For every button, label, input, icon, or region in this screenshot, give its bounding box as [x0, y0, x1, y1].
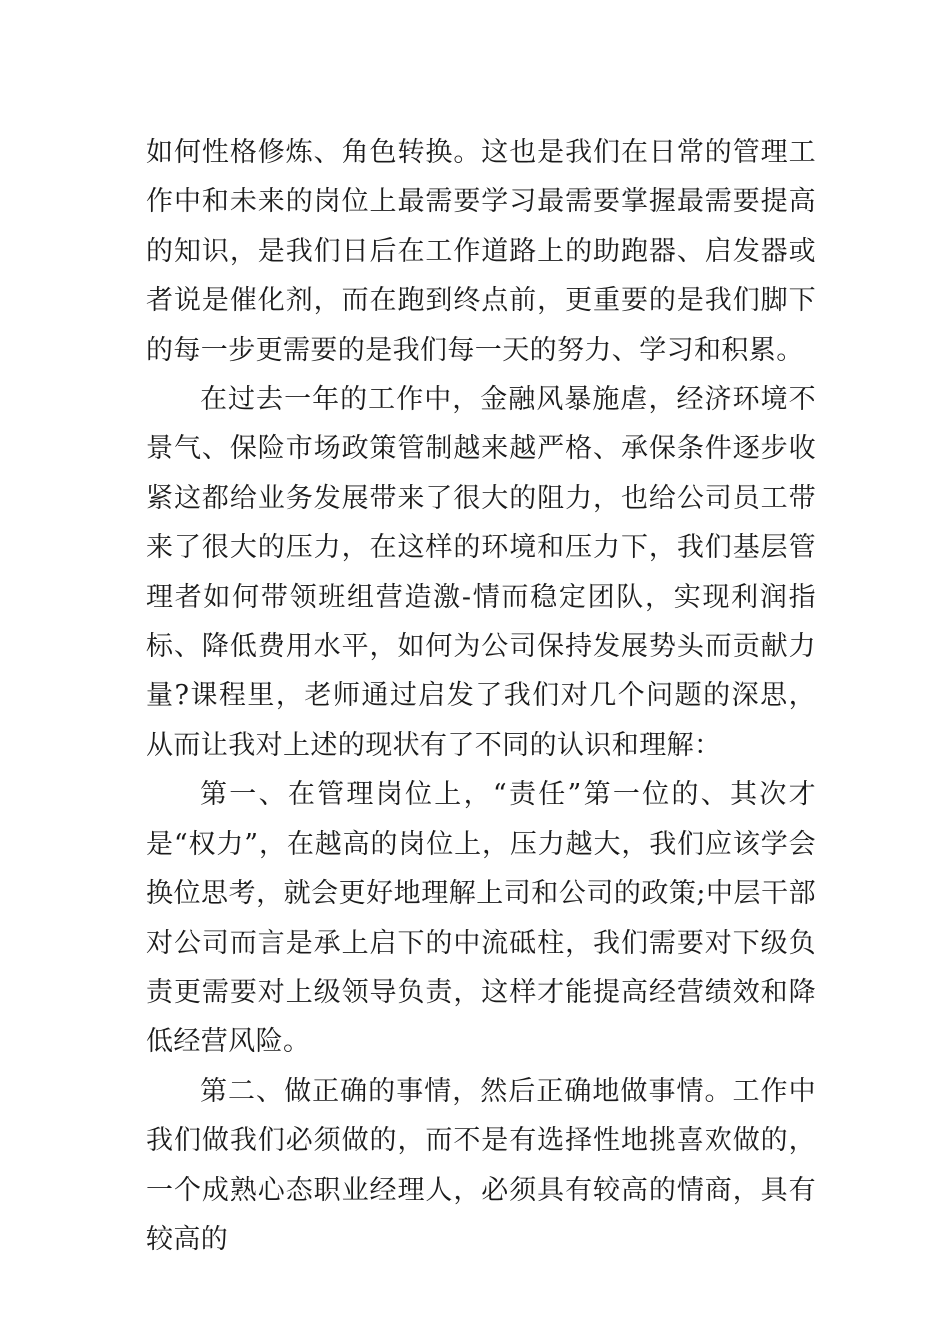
paragraph-1: 如何性格修炼、角色转换。这也是我们在日常的管理工作中和未来的岗位上最需要学习最需要掌握最需要提高的知识，是我们日后在工作道路上的助跑器、启发器或者说是催化剂，而在跑到终点前，更重要的是我们脚下的每一步更需要的是我们每一天的努力、学习和积累。 [146, 137, 816, 366]
body-text [146, 128, 816, 1264]
paragraph-2: 在过去一年的工作中，金融风暴施虐，经济环境不景气、保险市场政策管制越来越严格、承保条件逐步收紧这都给业务发展带来了很大的阻力，也给公司员工带来了很大的压力，在这样的环境和压力下，我们基层管理者如何带领班组营造激-情而稳定团队，实现利润指标、降低费用水平，如何为公司保持发展势头而贡献力量?课程里，老师通过启发了我们对几个问题的深思，从而让我对上述的现状有了不同的认识和理解： [146, 384, 816, 761]
paragraph-4: 第二、做正确的事情，然后正确地做事情。工作中我们做我们必须做的，而不是有选择性地挑喜欢做的，一个成熟心态职业经理人，必须具有较高的情商，具有较高的 [146, 1075, 816, 1255]
paragraph-3: 第一、在管理岗位上，“责任”第一位的、其次才是“权力”，在越高的岗位上，压力越大，我们应该学会换位思考，就会更好地理解上司和公司的政策;中层干部对公司而言是承上启下的中流砥柱，我们需要对下级负责更需要对上级领导负责，这样才能提高经营绩效和降低经营风险。 [146, 779, 816, 1058]
